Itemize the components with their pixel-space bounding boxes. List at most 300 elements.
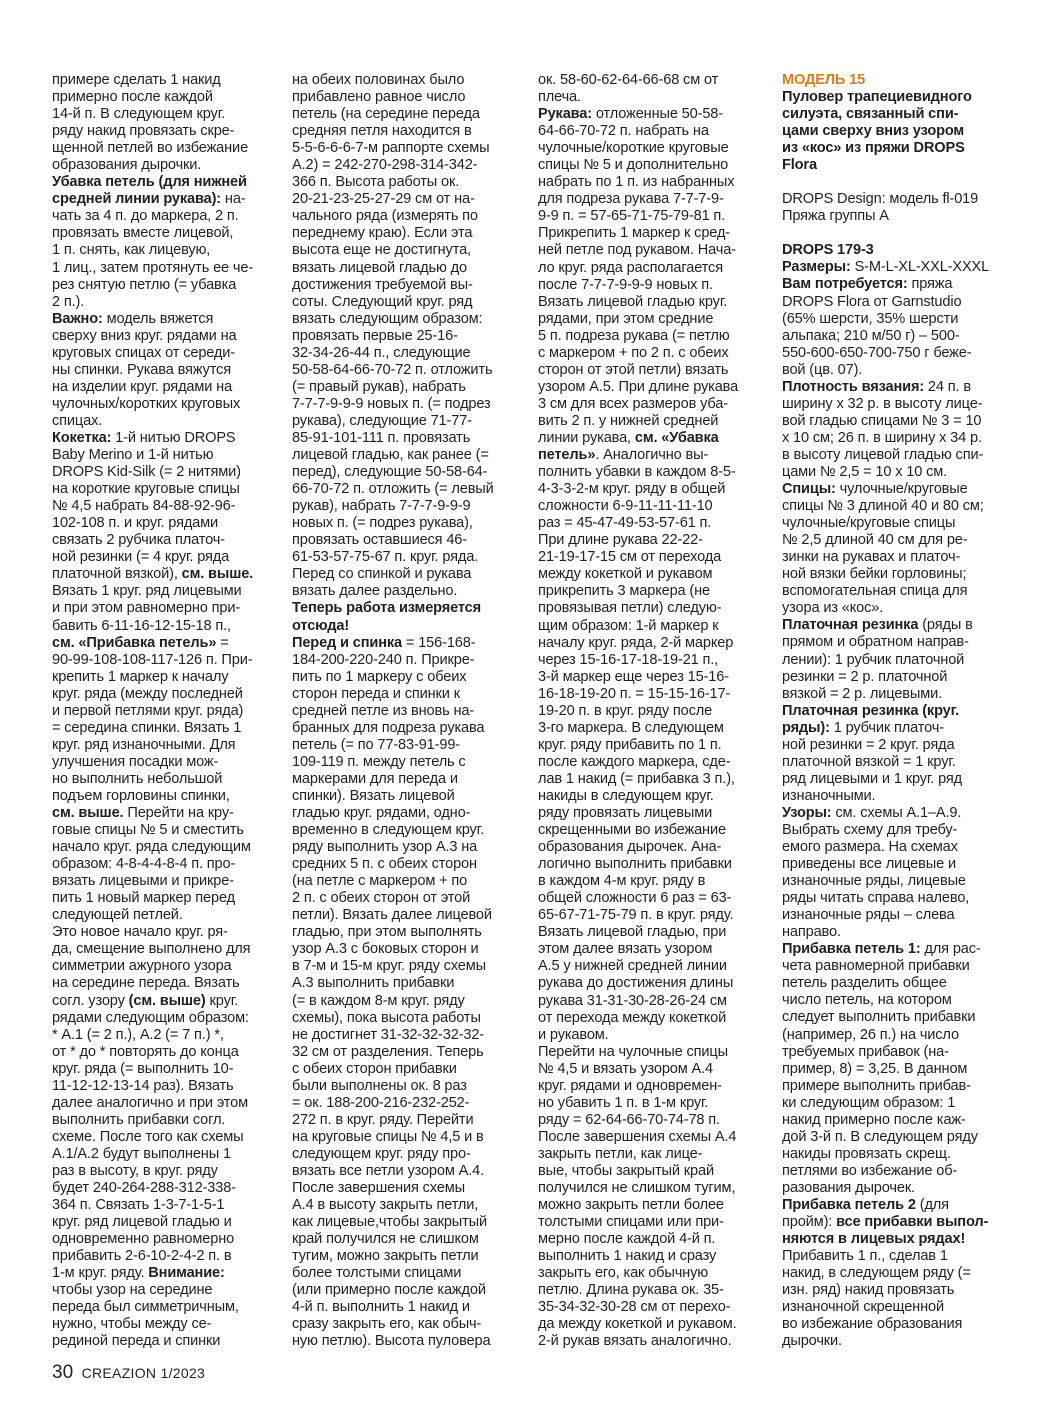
text-line [782, 583, 1018, 600]
text-line [52, 1112, 278, 1129]
text-segment: закрыть его, как обычную [538, 1265, 709, 1282]
bold-text: Пуловер трапециевидного [782, 89, 972, 106]
page-number: 30 [52, 1362, 74, 1383]
text-segment: дой 3-й п. В следующем ряду [782, 1128, 978, 1145]
text-line [292, 1146, 520, 1163]
text-line [538, 1299, 766, 1316]
text-segment: связать 2 рубчика платоч- [52, 532, 225, 549]
text-line [782, 311, 1018, 328]
text-segment: отложенные 50-58- [591, 106, 723, 123]
text-line [782, 1214, 1018, 1231]
text-line [52, 260, 278, 277]
text-segment: ок. 58-60-62-64-66-68 см от [538, 72, 719, 88]
text-line [782, 242, 1018, 259]
text-segment: 32 см от разделения. Теперь [292, 1043, 484, 1060]
bold-text: из «кос» из пряжи DROPS [782, 140, 965, 157]
text-segment: 4-й п. выполнить 1 накид и [292, 1299, 470, 1316]
text-segment: чального ряда (измерять по [292, 208, 478, 225]
text-line [292, 754, 520, 771]
text-segment: согл. узору [52, 992, 129, 1009]
blank-line [782, 174, 1018, 191]
text-line [782, 703, 1018, 720]
text-line [538, 635, 766, 652]
text-line [782, 515, 1018, 532]
text-segment: петель (= по 77-83-91-99- [292, 736, 460, 753]
text-line [52, 720, 278, 737]
text-segment: соты. Следующий круг. ряд [292, 293, 473, 310]
text-line [292, 481, 520, 498]
text-line [538, 498, 766, 515]
text-line [782, 737, 1018, 754]
text-segment: вязать далее раздельно. [292, 583, 458, 600]
text-line [292, 720, 520, 737]
text-line [538, 1027, 766, 1044]
text-segment: прикрепить 3 маркера (не [538, 583, 711, 600]
text-line [292, 924, 520, 941]
text-segment: сверху вниз круг. рядами на [52, 327, 237, 344]
text-segment: общей сложности 6 раз = 63- [538, 890, 732, 907]
text-segment: пить 1 новый маркер перед [52, 890, 235, 907]
text-segment: дырочки. [782, 1333, 842, 1350]
text-segment: и рукавом. [538, 1026, 609, 1043]
text-line [52, 1095, 278, 1112]
text-segment: ряд лицевыми и 1 круг. ряд [782, 770, 963, 787]
text-segment: крепить 1 маркер к началу [52, 668, 229, 685]
text-line [292, 566, 520, 583]
page-footer [52, 1362, 205, 1384]
text-line [52, 72, 278, 89]
text-line [52, 566, 278, 583]
text-segment: чулочные/круговые спицы [782, 515, 956, 532]
text-segment: Вязать 1 круг. ряд лицевыми [52, 583, 242, 600]
text-line [538, 396, 766, 413]
text-segment: следует выполнить прибавки [782, 1009, 976, 1026]
text-segment: провязывая петли) следую- [538, 600, 722, 617]
text-line [782, 1009, 1018, 1026]
text-line [538, 1265, 766, 1282]
text-segment: примерно после каждой [52, 89, 213, 106]
text-segment: DROPS Kid-Silk (= 2 нитями) [52, 464, 241, 481]
text-line [538, 1231, 766, 1248]
text-segment: лав 1 накид (= прибавка 3 п.), [538, 770, 735, 787]
text-line [538, 1316, 766, 1333]
text-line [52, 396, 278, 413]
text-line [538, 1010, 766, 1027]
text-line [292, 703, 520, 720]
bold-text: Кокетка: [52, 429, 112, 446]
text-line [538, 413, 766, 430]
text-line [782, 276, 1018, 293]
text-line [538, 669, 766, 686]
text-segment: бранных для подреза рукава [292, 719, 485, 736]
text-segment: (или примерно после каждой [292, 1282, 486, 1299]
text-line [52, 140, 278, 157]
text-segment: были выполнены ок. 8 раз [292, 1077, 467, 1094]
text-line [292, 652, 520, 669]
text-line [292, 1027, 520, 1044]
text-line [538, 1333, 766, 1350]
text-line [782, 294, 1018, 311]
text-line [52, 788, 278, 805]
text-segment: рядами следующим образом: [52, 1009, 249, 1026]
bold-text: Внимание: [148, 1265, 225, 1282]
text-segment: спинки). Вязать лицевой [292, 787, 455, 804]
text-segment: 65-67-71-75-79 п. в круг. ряду. [538, 907, 734, 924]
text-column-4 [782, 72, 1018, 1350]
text-line [52, 890, 278, 907]
bold-text: петель» [538, 447, 596, 464]
text-line [292, 1214, 520, 1231]
text-line [538, 1078, 766, 1095]
text-line [52, 242, 278, 259]
text-segment: ряду провязать лицевыми [538, 805, 713, 822]
text-segment: Перейти на кру- [123, 805, 234, 822]
text-segment: 9-9 п. = 57-65-71-75-79-81 п. [538, 208, 726, 225]
text-segment: симметрии ажурного узора [52, 958, 232, 975]
text-line [538, 975, 766, 992]
text-line [782, 1231, 1018, 1248]
text-segment: рединой переда и спинки [52, 1333, 221, 1350]
text-line [52, 447, 278, 464]
text-segment: 2 п.). [52, 293, 85, 310]
text-segment: на- [221, 191, 246, 208]
text-segment: Baby Merino и 1-й нитью [52, 447, 214, 464]
text-segment: и при этом равномерно при- [52, 600, 241, 617]
text-segment: провязать оставшиеся 46- [292, 532, 467, 549]
bold-text: няются в лицевых рядах! [782, 1231, 966, 1248]
text-line [52, 345, 278, 362]
text-line [52, 157, 278, 174]
text-segment: вить 2 п. у нижней средней [538, 412, 719, 429]
text-line [52, 924, 278, 941]
text-segment: тугим, можно закрыть петли [292, 1248, 479, 1265]
text-line [782, 430, 1018, 447]
text-segment: После завершения схемы [292, 1180, 465, 1197]
text-line [52, 174, 278, 191]
text-line [782, 856, 1018, 873]
text-line [538, 1163, 766, 1180]
text-line [292, 1248, 520, 1265]
text-line [52, 1078, 278, 1095]
text-segment: 1-м круг. ряду. [52, 1265, 149, 1282]
text-line [52, 618, 278, 635]
text-segment: Прикрепить 1 маркер к сред- [538, 225, 731, 242]
text-line [538, 600, 766, 617]
text-segment: пить по 1 маркеру с обеих [292, 668, 467, 685]
text-segment: спицы № 5 и дополнительно [538, 157, 729, 174]
text-segment: спицах. [52, 412, 103, 429]
text-line [292, 805, 520, 822]
text-segment: плеча. [538, 89, 581, 106]
text-line [538, 941, 766, 958]
text-line [782, 1163, 1018, 1180]
text-segment: на обеих половинах было [292, 72, 465, 88]
text-line [782, 652, 1018, 669]
text-line [52, 498, 278, 515]
text-line [52, 993, 278, 1010]
text-line [292, 1180, 520, 1197]
text-line [782, 1197, 1018, 1214]
text-line [292, 1282, 520, 1299]
text-segment: рез снятую петлю (= убавка [52, 276, 237, 293]
text-segment: средних 5 п. с обеих сторон [292, 856, 477, 873]
text-segment: ны спинки. Рукава вяжутся [52, 361, 231, 378]
text-line [538, 311, 766, 328]
text-line [782, 890, 1018, 907]
text-segment: А.2) = 242-270-298-314-342- [292, 157, 478, 174]
text-segment: петли). Вязать далее лицевой [292, 907, 492, 924]
text-segment: вязать лицевой гладью до [292, 259, 467, 276]
text-segment: накид примерно после каж- [782, 1111, 966, 1128]
text-segment: получился не слишком тугим, [538, 1180, 736, 1197]
blank-line [782, 225, 1018, 242]
text-line [52, 191, 278, 208]
text-segment: логично выполнить прибавки [538, 856, 732, 873]
bold-text: Прибавка петель 2 [782, 1197, 916, 1213]
text-line [52, 1163, 278, 1180]
text-line [782, 634, 1018, 651]
text-line [292, 686, 520, 703]
text-segment: временно в следующем круг. [292, 822, 484, 839]
text-segment: чать за 4 п. до маркера, 2 п. [52, 208, 239, 225]
text-line [52, 635, 278, 652]
text-segment: 90-99-108-108-117-126 п. При- [52, 651, 253, 668]
text-segment: А.5 у нижней средней линии [538, 958, 727, 975]
text-line [538, 703, 766, 720]
text-segment: 1 п. снять, как лицевую, [52, 242, 211, 259]
text-segment: схеме. После того как схемы [52, 1128, 244, 1145]
text-segment: толстыми спицами или при- [538, 1214, 724, 1231]
text-line [538, 532, 766, 549]
bold-text: см. «Убавка [634, 429, 719, 446]
text-segment: 3-го маркера. В следующем [538, 719, 724, 736]
text-segment: 2 п. с обеих сторон от этой [292, 890, 471, 907]
text-segment: 7-7-7-9-9-9 новых п. (= подрез [292, 395, 491, 412]
text-segment: петель разделить общее [782, 975, 947, 992]
text-line [52, 771, 278, 788]
text-segment: между кокеткой и рукавом [538, 566, 713, 583]
text-line [52, 652, 278, 669]
text-segment: (= правый рукав), набрать [292, 378, 466, 395]
text-segment: говые спицы № 5 и сместить [52, 822, 244, 839]
text-segment: № 4,5 и вязать узором А.4 [538, 1060, 713, 1077]
text-line [292, 311, 520, 328]
text-segment: выполнить прибавки согл. [52, 1111, 226, 1128]
text-line [292, 1316, 520, 1333]
text-segment: прибавлено равное число [292, 89, 466, 106]
text-line [52, 754, 278, 771]
text-line [538, 1214, 766, 1231]
text-line [782, 259, 1018, 276]
text-line [538, 652, 766, 669]
text-line [782, 1248, 1018, 1265]
text-segment: = [216, 634, 229, 651]
text-line [782, 345, 1018, 362]
text-segment: сложности 6-9-11-11-11-10 [538, 498, 713, 515]
text-line [782, 157, 1018, 174]
text-segment: закрыть петли, как лице- [538, 1145, 703, 1162]
bold-text: Спицы: [782, 481, 836, 498]
text-line [52, 1231, 278, 1248]
text-line [538, 464, 766, 481]
text-segment: рукава 31-31-30-28-26-24 см [538, 992, 727, 1009]
text-line [782, 600, 1018, 617]
text-line [52, 1061, 278, 1078]
text-segment: 272 п. в круг. ряду. Перейти [292, 1111, 474, 1128]
text-line [292, 208, 520, 225]
text-line [52, 975, 278, 992]
text-segment: . Аналогично вы- [595, 447, 709, 464]
text-line [292, 873, 520, 890]
text-segment: ряду выполнить узор А.3 на [292, 839, 478, 856]
text-segment: петель (на середине переда [292, 106, 480, 123]
bold-text: Плотность вязания: [782, 378, 925, 395]
text-line [52, 600, 278, 617]
text-segment: модель вяжется [102, 310, 214, 327]
text-line [292, 1265, 520, 1282]
text-segment: 66-70-72 п. отложить (= левый [292, 481, 494, 498]
text-segment: с обеих сторон прибавки [292, 1060, 457, 1077]
text-line [52, 941, 278, 958]
text-segment: вые, чтобы закрытый край [538, 1163, 714, 1179]
text-line [52, 686, 278, 703]
text-line [52, 856, 278, 873]
text-segment: Перед со спинкой и рукава [292, 566, 472, 583]
text-segment: круговых спицах от середи- [52, 344, 236, 361]
text-line [538, 1112, 766, 1129]
text-line [538, 515, 766, 532]
text-segment: 14-й п. В следующем круг. [52, 106, 225, 123]
text-segment: 5-5-6-6-6-7-м раппорте схемы [292, 140, 490, 157]
bold-text: DROPS 179-3 [782, 242, 874, 259]
text-line [538, 447, 766, 464]
text-segment: = ок. 188-200-216-232-252- [292, 1094, 470, 1111]
text-line [538, 277, 766, 294]
text-line [538, 754, 766, 771]
text-line [538, 242, 766, 259]
text-segment: примере выполнить прибав- [782, 1077, 971, 1094]
text-line [782, 686, 1018, 703]
text-segment: 366 п. Высота работы ок. [292, 174, 460, 191]
text-segment: вязать лицевыми и прикре- [52, 873, 234, 890]
text-column-1 [52, 72, 278, 1351]
text-segment: щим образом: 1-й маркер к [538, 617, 719, 634]
text-segment: приведены все лицевые и [782, 856, 956, 873]
bold-text: см. выше. [52, 805, 124, 822]
text-line [782, 464, 1018, 481]
text-line [782, 532, 1018, 549]
text-line [52, 362, 278, 379]
text-line [52, 1044, 278, 1061]
text-segment: изнаночной скрещенной [782, 1299, 944, 1316]
text-line [292, 447, 520, 464]
text-line [52, 1197, 278, 1214]
text-segment: более толстыми спицами [292, 1265, 462, 1282]
text-segment: 109-119 п. между петель с [292, 753, 466, 770]
text-line [538, 618, 766, 635]
text-line [782, 89, 1018, 106]
text-segment: нужно, чтобы между се- [52, 1316, 212, 1333]
text-segment: ной резинки = 2 круг. ряда [782, 736, 955, 753]
text-segment: * А.1 (= 2 п.), А.2 (= 7 п.) *, [52, 1026, 224, 1043]
text-segment: начало круг. ряда следующим [52, 839, 251, 856]
text-segment: разования дырочек. [782, 1179, 915, 1196]
text-segment: после каждого маркера, сде- [538, 753, 731, 770]
text-line [782, 1146, 1018, 1163]
text-line [292, 294, 520, 311]
text-segment: сторон от этой петли) вязать [538, 361, 729, 378]
text-line [782, 191, 1018, 208]
text-segment: маркерами для переда и [292, 770, 458, 787]
text-segment: не достигнет 31-32-32-32-32- [292, 1026, 485, 1043]
text-line [782, 106, 1018, 123]
text-line [292, 890, 520, 907]
text-line [538, 924, 766, 941]
text-segment: Пряжа группы А [782, 208, 889, 225]
text-segment: накид, в следующем ряду (= [782, 1265, 971, 1282]
text-segment: петлю. Длина рукава ок. 35- [538, 1282, 724, 1299]
text-line [782, 396, 1018, 413]
text-segment: переднему краю). Если эта [292, 225, 473, 242]
text-line [292, 771, 520, 788]
text-segment: рукав), набрать 7-7-7-9-9-9 [292, 498, 471, 515]
text-segment: S-M-L-XL-XXL-XXXL [850, 259, 990, 276]
text-line [52, 464, 278, 481]
text-line [782, 566, 1018, 583]
text-line [782, 1112, 1018, 1129]
text-segment: ло круг. ряда располагается [538, 259, 723, 276]
text-line [538, 225, 766, 242]
text-segment: далее аналогично и при этом [52, 1094, 249, 1111]
text-segment: достижения требуемой вы- [292, 276, 473, 293]
text-line [538, 805, 766, 822]
text-line [538, 1146, 766, 1163]
text-line [292, 106, 520, 123]
text-segment: узора из «кос». [782, 600, 884, 617]
text-segment: ширину х 32 р. в высоту лице- [782, 395, 983, 412]
text-segment: образования дырочек. Ана- [538, 839, 722, 856]
text-line [538, 1095, 766, 1112]
text-segment: через 15-16-17-18-19-21 п., [538, 651, 719, 668]
text-segment: образом: 4-8-4-4-8-4 п. про- [52, 856, 236, 873]
bold-text: Вам потребуется: [782, 276, 908, 293]
text-segment: При длине рукава 22-22- [538, 532, 703, 549]
text-segment: А.4 в высоту закрыть петли, [292, 1197, 479, 1214]
text-segment: пример, 8) = 3,25. В данном [782, 1060, 968, 1077]
bold-text: силуэта, связанный спи- [782, 106, 959, 123]
text-segment: чулочные/короткие круговые [538, 140, 729, 157]
text-line [292, 737, 520, 754]
text-line [292, 583, 520, 600]
text-segment: = середина спинки. Вязать 1 [52, 719, 242, 736]
text-segment: чета равномерной прибавки [782, 958, 970, 975]
bold-text: цами сверху вниз узором [782, 123, 965, 140]
text-segment: 61-53-57-75-67 п. круг. ряда. [292, 549, 479, 566]
text-line [538, 379, 766, 396]
text-line [782, 72, 1018, 89]
text-line [782, 907, 1018, 924]
model-heading: МОДЕЛЬ 15 [782, 72, 866, 88]
text-segment: вой гладью спицами № 3 = 10 [782, 412, 982, 429]
text-line [52, 958, 278, 975]
text-segment: от * до * повторять до конца [52, 1043, 239, 1060]
text-line [292, 600, 520, 617]
text-segment: выполнить 1 накид и сразу [538, 1248, 717, 1265]
text-line [52, 430, 278, 447]
text-line [292, 618, 520, 635]
text-segment: 184-200-220-240 п. Прикре- [292, 651, 475, 668]
text-line [782, 447, 1018, 464]
